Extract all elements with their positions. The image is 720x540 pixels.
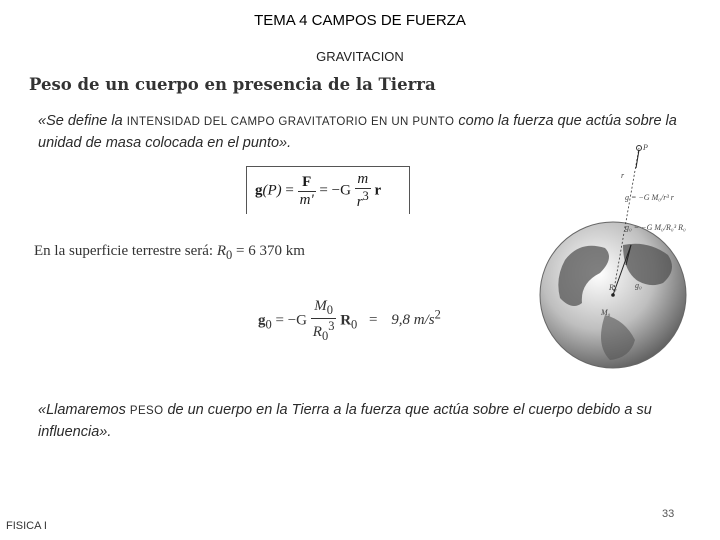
- g0-fraction: [311, 298, 337, 344]
- weight-definition-text: [38, 400, 678, 443]
- formula-r-vector: r: [374, 182, 382, 199]
- formula-frac2-den-wrap: [355, 189, 371, 211]
- g0-small-label: g₀: [635, 281, 642, 290]
- g0-den-exp: 3: [328, 319, 335, 333]
- weight-rest: de un cuerpo en la Tierra a la fuerza que actúa sobre el cuerpo debido a su influencia».: [38, 402, 652, 440]
- g0-den-sub: 0: [321, 329, 329, 343]
- course-label: FISICA I: [6, 520, 47, 532]
- r0-vector-label: R₀: [609, 283, 617, 292]
- g0-vector-sub: 0: [351, 317, 358, 332]
- field-formula-box: [246, 166, 410, 214]
- earth-center-dot: [611, 293, 615, 297]
- definition-term: INTENSIDAD DEL CAMPO GRAVITATORIO EN UN PUNTO: [126, 116, 455, 128]
- formula-eq1: =: [285, 182, 294, 199]
- g0-num-wrap: [311, 298, 337, 319]
- surface-r0-symbol: R: [216, 243, 226, 259]
- formula-g-arg: (P): [262, 182, 282, 199]
- g-arrow: [636, 150, 639, 168]
- g0-den-wrap: [311, 319, 337, 344]
- r-label: r: [621, 171, 625, 180]
- g0-num-sub: 0: [326, 303, 333, 317]
- earth-gravity-diagram: [535, 140, 715, 370]
- field-formula: [255, 171, 381, 211]
- formula-f-over-m: [298, 174, 316, 209]
- g-formula-label: g = −G M₀/r³ r: [625, 193, 674, 202]
- slide-subtitle: GRAVITACION: [316, 49, 404, 64]
- page-number: 33: [662, 508, 675, 520]
- surface-radius-text: [34, 243, 305, 263]
- formula-frac2-exp: 3: [362, 189, 369, 203]
- surface-gravity-formula: [258, 298, 441, 344]
- g0-symbol: g: [258, 312, 266, 329]
- surface-r0-value: = 6 370 km: [232, 243, 305, 259]
- m0-label: M₀: [601, 308, 611, 317]
- surface-label: En la superficie terrestre será:: [34, 243, 217, 259]
- weight-term: PESO: [129, 405, 164, 417]
- g0-eq2: =: [369, 312, 378, 329]
- definition-rest: como la fuerza que actúa sobre la unidad de masa colocada en el punto».: [38, 113, 677, 151]
- g0-eq: = −G: [275, 312, 308, 329]
- definition-open: «Se define la: [38, 113, 127, 129]
- slide-title: TEMA 4 CAMPOS DE FUERZA: [254, 12, 466, 29]
- formula-frac1-den: m': [299, 191, 314, 208]
- g0-formula-label: g₀ = −G M₀/R₀³ R₀: [625, 223, 686, 232]
- formula-g-symbol: g: [255, 182, 263, 199]
- formula-frac2-num: m: [355, 171, 371, 189]
- g0-den: R: [312, 324, 322, 340]
- g0-num: M: [314, 298, 327, 314]
- section-heading: Peso de un cuerpo en presencia de la Tierra: [29, 75, 436, 94]
- g0-vector: R: [340, 312, 352, 329]
- g0-value: 9,8 m/s: [391, 312, 435, 329]
- formula-m-over-r3: [355, 171, 371, 211]
- formula-frac2-den: r: [356, 194, 363, 210]
- g0-value-exp: 2: [434, 307, 441, 322]
- formula-eq2: = −G: [319, 182, 351, 199]
- surface-r0-sub: 0: [226, 248, 233, 262]
- point-p-label: P: [643, 143, 648, 152]
- formula-frac1-num: F: [298, 174, 316, 192]
- weight-open: «Llamaremos: [38, 402, 130, 418]
- g0-sub: 0: [265, 317, 272, 332]
